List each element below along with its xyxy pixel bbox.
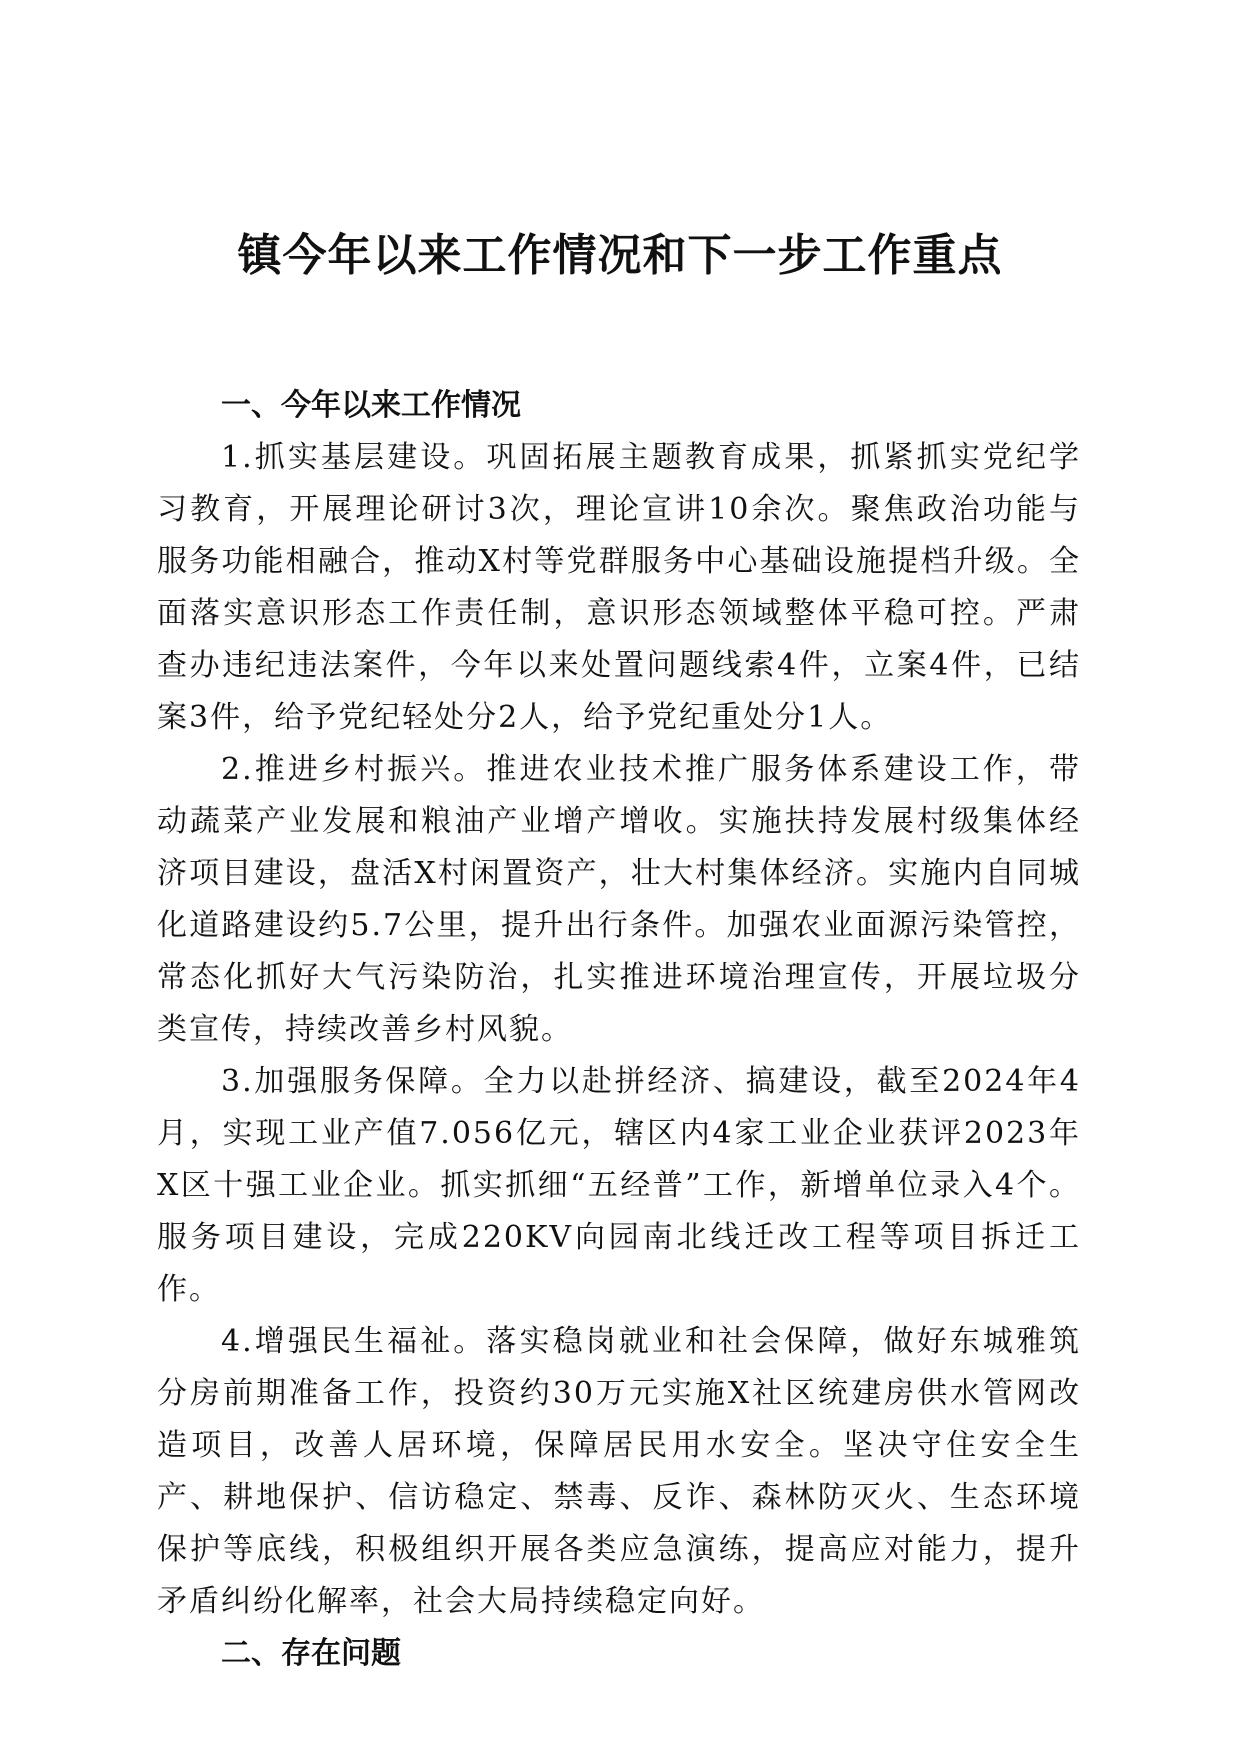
section-heading-2: 二、存在问题 bbox=[221, 1636, 401, 1671]
paragraph-4: 4.增强民生福祉。落实稳岗就业和社会保障，做好东城雅筑分房前期准备工作，投资约30万元实施X社区统建房供水管网改造项目，改善人居环境，保障居民用水安全。坚决守住安全生产、耕地保护、信访稳定、禁毒、反诈、森林防灭火、生态环境保护等底线，积极组织开展各类应急演练，提高应对能力，提升矛盾纠纷化解率，社会大局持续稳定向好。 bbox=[157, 1324, 1081, 1619]
paragraph-2: 2.推进乡村振兴。推进农业技术推广服务体系建设工作，带动蔬菜产业发展和粮油产业增产增收。实施扶持发展村级集体经济项目建设，盘活X村闲置资产，壮大村集体经济。实施内自同城化道路建设约5.7公里，提升出行条件。加强农业面源污染管控，常态化抓好大气污染防治，扎实推进环境治理宣传，开展垃圾分类宣传，持续改善乡村风貌。 bbox=[157, 752, 1081, 1047]
document-body bbox=[157, 380, 1081, 1680]
paragraph-3: 3.加强服务保障。全力以赴拼经济、搞建设，截至2024年4月，实现工业产值7.056亿元，辖区内4家工业企业获评2023年X区十强工业企业。抓实抓细“五经普”工作，新增单位录入4个。服务项目建设，完成220KV向园南北线迁改工程等项目拆迁工作。 bbox=[157, 1064, 1081, 1307]
section-heading-1: 一、今年以来工作情况 bbox=[221, 388, 521, 423]
paragraph-1: 1.抓实基层建设。巩固拓展主题教育成果，抓紧抓实党纪学习教育，开展理论研讨3次，理论宣讲10余次。聚焦政治功能与服务功能相融合，推动X村等党群服务中心基础设施提档升级。全面落实意识形态工作责任制，意识形态领域整体平稳可控。严肃查办违纪违法案件，今年以来处置问题线索4件，立案4件，已结案3件，给予党纪轻处分2人，给予党纪重处分1人。 bbox=[157, 440, 1081, 735]
document-title: 镇今年以来工作情况和下一步工作重点 bbox=[237, 230, 1003, 281]
